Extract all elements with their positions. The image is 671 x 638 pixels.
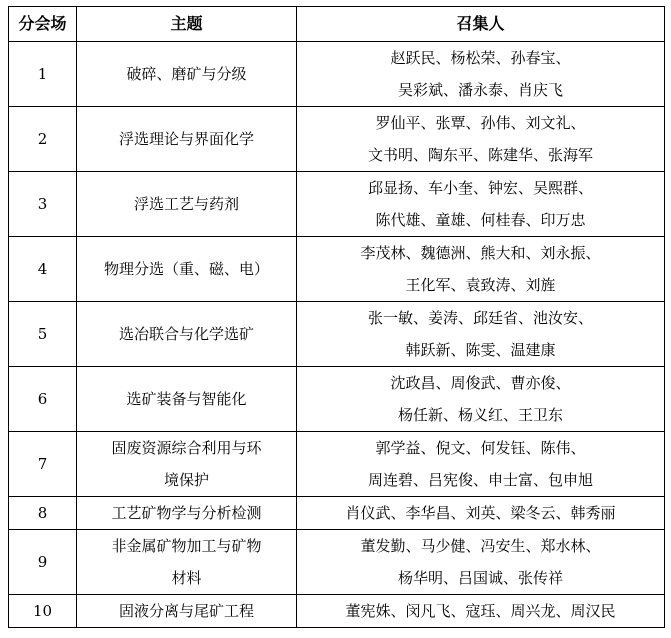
venue-number: 6 xyxy=(9,367,77,432)
topic-cell xyxy=(77,530,297,595)
table-row xyxy=(9,172,665,237)
topic-line: 固液分离与尾矿工程 xyxy=(118,602,254,620)
topic-line: 境保护 xyxy=(163,471,209,489)
table-body xyxy=(9,42,665,628)
table-row xyxy=(9,107,665,172)
convenor-line: 杨任新、杨义红、王卫东 xyxy=(397,406,563,424)
convenors-cell xyxy=(297,595,665,628)
convenors-cell xyxy=(297,302,665,367)
topic-line: 非金属矿物加工与矿物 xyxy=(111,537,262,555)
venue-number: 5 xyxy=(9,302,77,367)
table-row xyxy=(9,530,665,595)
venue-number: 8 xyxy=(9,497,77,530)
convenor-line: 董宪姝、闵凡飞、寇珏、周兴龙、周汉民 xyxy=(345,602,616,620)
topic-cell xyxy=(77,302,297,367)
convenor-line: 吴彩斌、潘永泰、肖庆飞 xyxy=(397,81,563,99)
convenor-line: 韩跃新、陈雯、温建康 xyxy=(405,341,556,359)
convenor-line: 周连碧、吕宪俊、申士富、包申旭 xyxy=(367,471,593,489)
convenor-line: 邱显扬、车小奎、钟宏、吴熙群、 xyxy=(367,179,593,197)
convenors-cell xyxy=(297,497,665,530)
topic-line: 固废资源综合利用与环 xyxy=(111,439,262,457)
convenor-line: 王化军、袁致涛、刘旌 xyxy=(405,276,556,294)
header-convenors: 召集人 xyxy=(297,7,665,42)
table-row xyxy=(9,237,665,302)
topic-cell xyxy=(77,432,297,497)
convenor-line: 杨华明、吕国诚、张传祥 xyxy=(397,569,563,587)
topic-cell xyxy=(77,237,297,302)
venue-number: 2 xyxy=(9,107,77,172)
topic-line: 材料 xyxy=(171,569,202,587)
table-row xyxy=(9,432,665,497)
convenor-line: 沈政昌、周俊武、曹亦俊、 xyxy=(390,374,571,392)
topic-cell xyxy=(77,595,297,628)
convenors-cell xyxy=(297,172,665,237)
venue-number: 7 xyxy=(9,432,77,497)
topic-cell xyxy=(77,172,297,237)
topic-line: 选冶联合与化学选矿 xyxy=(118,325,254,343)
convenor-line: 赵跃民、杨松荣、孙春宝、 xyxy=(390,49,571,67)
table-row xyxy=(9,497,665,530)
header-topic: 主题 xyxy=(77,7,297,42)
session-table xyxy=(8,6,665,628)
header-row xyxy=(9,7,665,42)
convenors-cell xyxy=(297,237,665,302)
venue-number: 10 xyxy=(9,595,77,628)
convenors-cell xyxy=(297,107,665,172)
topic-cell xyxy=(77,497,297,530)
venue-number: 3 xyxy=(9,172,77,237)
convenor-line: 郭学益、倪文、何发钰、陈伟、 xyxy=(375,439,586,457)
topic-line: 浮选工艺与药剂 xyxy=(133,195,239,213)
table-row xyxy=(9,42,665,107)
convenor-line: 肖仪武、李华昌、刘英、梁冬云、韩秀丽 xyxy=(345,504,616,522)
topic-cell xyxy=(77,367,297,432)
venue-number: 1 xyxy=(9,42,77,107)
convenor-line: 张一敏、姜涛、邱廷省、池汝安、 xyxy=(367,309,593,327)
convenors-cell xyxy=(297,432,665,497)
convenor-line: 董发勤、马少健、冯安生、郑水林、 xyxy=(360,537,601,555)
topic-cell xyxy=(77,107,297,172)
venue-number: 4 xyxy=(9,237,77,302)
table-row xyxy=(9,302,665,367)
convenor-line: 李茂林、魏德洲、熊大和、刘永振、 xyxy=(360,244,601,262)
convenor-line: 罗仙平、张覃、孙伟、刘文礼、 xyxy=(375,114,586,132)
topic-line: 工艺矿物学与分析检测 xyxy=(111,504,262,522)
topic-line: 物理分选（重、磁、电） xyxy=(103,260,269,278)
convenors-cell xyxy=(297,530,665,595)
topic-line: 浮选理论与界面化学 xyxy=(118,130,254,148)
table-row xyxy=(9,367,665,432)
convenors-cell xyxy=(297,42,665,107)
venue-number: 9 xyxy=(9,530,77,595)
topic-cell xyxy=(77,42,297,107)
convenor-line: 陈代雄、童雄、何桂春、印万忠 xyxy=(375,211,586,229)
header-venue: 分会场 xyxy=(9,7,77,42)
table-row xyxy=(9,595,665,628)
topic-line: 选矿装备与智能化 xyxy=(126,390,247,408)
topic-line: 破碎、磨矿与分级 xyxy=(126,65,247,83)
convenor-line: 文书明、陶东平、陈建华、张海军 xyxy=(367,146,593,164)
convenors-cell xyxy=(297,367,665,432)
